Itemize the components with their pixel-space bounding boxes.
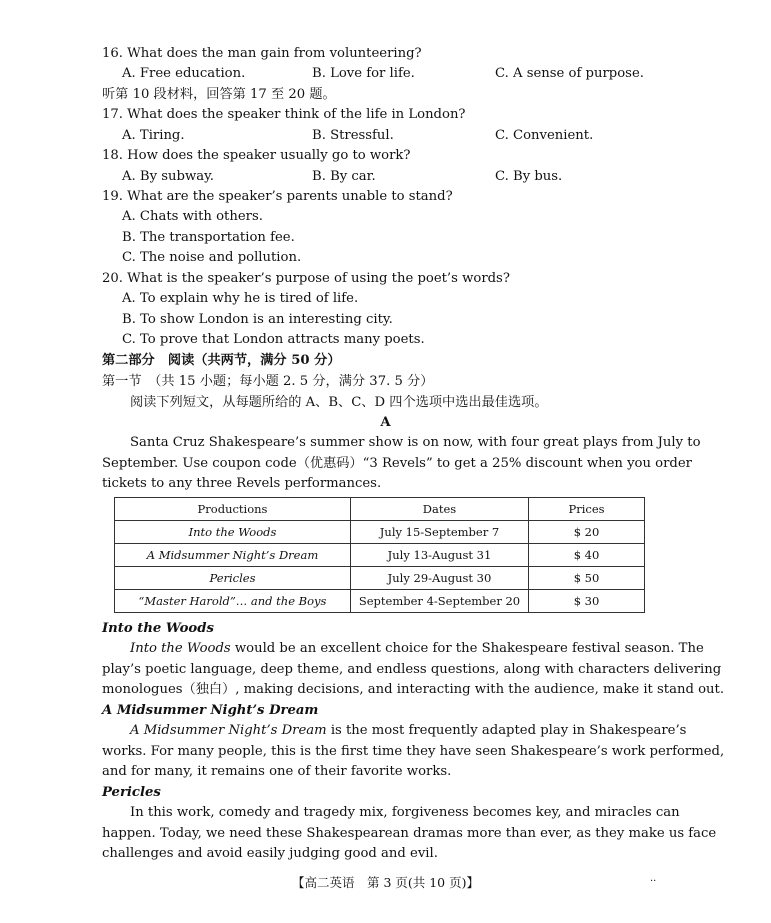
paragraph-line: challenges and avoid easily judging good and evil. — [102, 846, 438, 861]
section1-heading: 第一节 （共 15 小题；每小题 2. 5 分，满分 37. 5 分） — [102, 374, 434, 389]
option-20b: B. To show London is an interesting city. — [122, 312, 393, 327]
option-17c: C. Convenient. — [495, 128, 594, 143]
header-prices: Prices — [529, 498, 645, 521]
price-cell: $ 50 — [529, 567, 645, 590]
reading-instruction: 阅读下列短文，从每题所给的 A、B、C、D 四个选项中选出最佳选项。 — [130, 395, 548, 410]
productions-table — [114, 497, 645, 613]
price-cell: $ 30 — [529, 590, 645, 613]
section-title: Into the Woods — [102, 621, 214, 636]
paragraph-line: Into the Woods would be an excellent choice for the Shakespeare festival season. The — [130, 641, 704, 656]
section-paragraph — [102, 721, 725, 783]
intro-line: tickets to any three Revels performances. — [102, 476, 382, 491]
paragraph-line: In this work, comedy and tragedy mix, forgiveness becomes key, and miracles can — [130, 805, 680, 820]
dates-cell: July 15-September 7 — [351, 521, 529, 544]
material-note: 听第 10 段材料，回答第 17 至 20 题。 — [102, 87, 336, 102]
table-row — [115, 521, 645, 544]
table-row — [115, 544, 645, 567]
table-header-row — [115, 498, 645, 521]
dates-cell: July 29-August 30 — [351, 567, 529, 590]
intro-paragraph — [102, 433, 701, 495]
dates-cell: July 13-August 31 — [351, 544, 529, 567]
option-19b: B. The transportation fee. — [122, 230, 295, 245]
production-cell: Into the Woods — [115, 521, 351, 544]
option-17a: A. Tiring. — [122, 128, 185, 143]
option-20a: A. To explain why he is tired of life. — [122, 291, 359, 306]
question-19: 19. What are the speaker’s parents unable to stand? — [102, 189, 453, 204]
production-cell: Pericles — [115, 567, 351, 590]
option-18a: A. By subway. — [122, 169, 214, 184]
option-18b: B. By car. — [312, 169, 376, 184]
production-cell: A Midsummer Night’s Dream — [115, 544, 351, 567]
paragraph-line: happen. Today, we need these Shakespearean dramas more than ever, as they make us face — [102, 825, 717, 841]
header-dates: Dates — [351, 498, 529, 521]
question-17: 17. What does the speaker think of the life in London? — [102, 107, 466, 122]
passage-label: A — [380, 415, 391, 430]
intro-line: Santa Cruz Shakespeare’s summer show is on now, with four great plays from July to — [130, 435, 701, 450]
section-title: Pericles — [102, 785, 161, 800]
option-16c: C. A sense of purpose. — [495, 66, 644, 81]
production-cell: “Master Harold”… and the Boys — [115, 590, 351, 613]
paragraph-line: and for many, it remains one of their favorite works. — [102, 764, 452, 779]
question-18: 18. How does the speaker usually go to work? — [102, 148, 411, 163]
paragraph-line: monologues（独白）, making decisions, and interacting with the audience, make it stand out. — [102, 682, 725, 697]
price-cell: $ 40 — [529, 544, 645, 567]
table-row — [115, 590, 645, 613]
option-16b: B. Love for life. — [312, 66, 415, 81]
part2-heading: 第二部分 阅读（共两节，满分 50 分） — [102, 353, 341, 368]
option-18c: C. By bus. — [495, 169, 563, 184]
section-title: A Midsummer Night’s Dream — [102, 703, 319, 718]
question-16: 16. What does the man gain from volunteering? — [102, 46, 422, 61]
header-productions: Productions — [115, 498, 351, 521]
intro-line: September. Use coupon code（优惠码）“3 Revels” to get a 25% discount when you order — [102, 455, 692, 471]
paragraph-line: play’s poetic language, deep theme, and endless questions, along with characters delivering — [102, 661, 722, 677]
price-cell: $ 20 — [529, 521, 645, 544]
page-footer: 【高二英语 第 3 页(共 10 页)】 — [291, 875, 479, 890]
option-19a: A. Chats with others. — [122, 209, 263, 224]
option-20c: C. To prove that London attracts many poets. — [122, 332, 425, 347]
option-16a: A. Free education. — [122, 66, 246, 81]
section-paragraph — [102, 639, 725, 701]
table-row — [115, 567, 645, 590]
footer-mark: ·· — [650, 876, 657, 887]
dates-cell: September 4-September 20 — [351, 590, 529, 613]
section-paragraph — [102, 803, 717, 865]
paragraph-line: works. For many people, this is the first time they have seen Shakespeare’s work performed, — [102, 743, 725, 759]
option-19c: C. The noise and pollution. — [122, 250, 302, 265]
option-17b: B. Stressful. — [312, 128, 394, 143]
question-20: 20. What is the speaker’s purpose of using the poet’s words? — [102, 271, 510, 286]
paragraph-line: A Midsummer Night’s Dream is the most frequently adapted play in Shakespeare’s — [130, 723, 687, 738]
